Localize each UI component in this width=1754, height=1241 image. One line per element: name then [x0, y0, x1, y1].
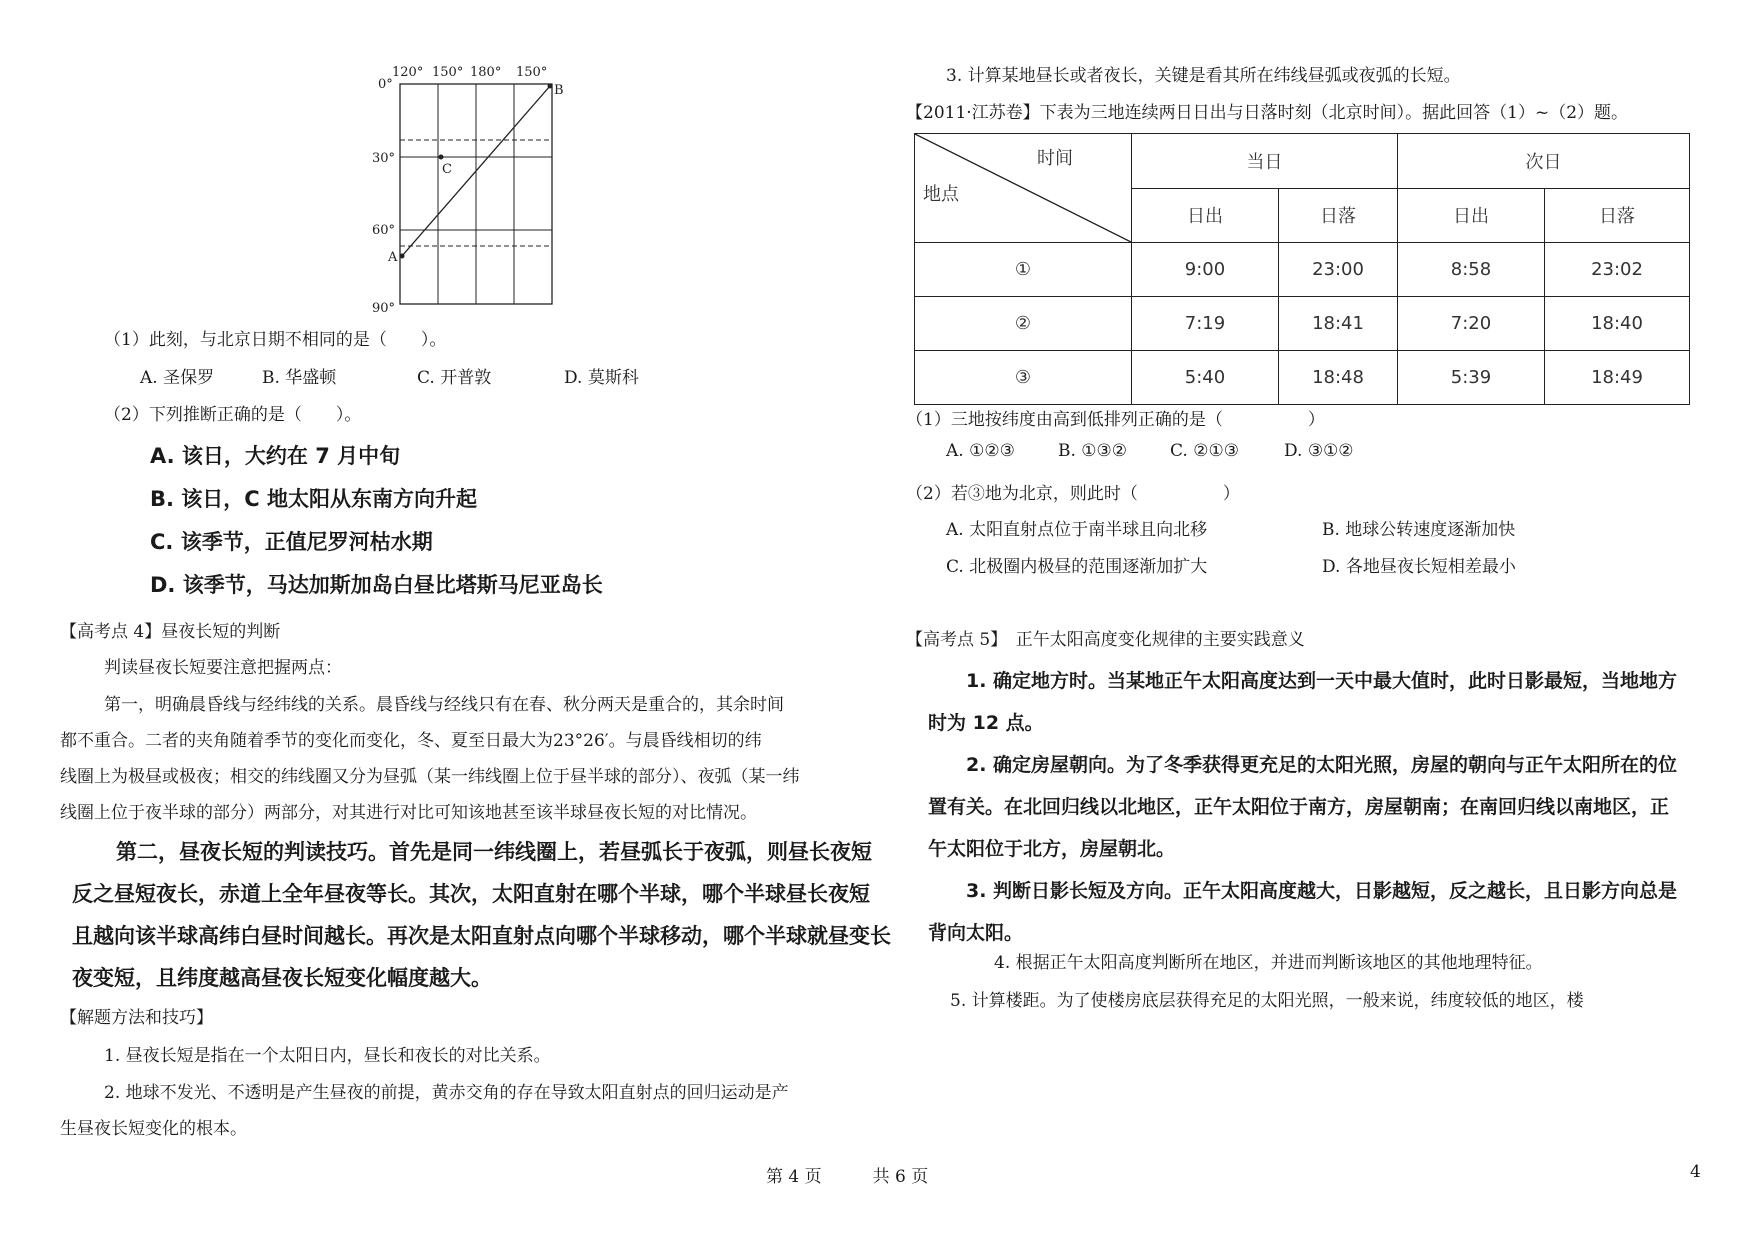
- kp5-item4: 4. 根据正午太阳高度判断所在地区，并进而判断该地区的其他地理特征。: [994, 953, 1543, 973]
- time-cell: 18:48: [1279, 351, 1398, 405]
- lat-label-0: 0°: [378, 77, 393, 92]
- right-question-2-stem: （2）若③地为北京，则此时（ ）: [906, 484, 1240, 504]
- kp4-para1-line3: 线圈上为极昼或极夜；相交的纬线圈又分为昼弧（某一纬线圈上位于昼半球的部分）、夜弧（某一纬: [60, 767, 800, 787]
- kp4-para2-line2: 反之昼短夜长，赤道上全年昼夜等长。其次，太阳直射在哪个半球，哪个半球昼长夜短: [72, 882, 870, 906]
- kp4-para1-line4: 线圈上位于夜半球的部分）两部分，对其进行对比可知该地甚至该半球昼夜长短的对比情况。: [60, 803, 757, 823]
- point-c-dot: [439, 155, 444, 160]
- q2-option-b: B. 该日，C 地太阳从东南方向升起: [150, 487, 478, 511]
- rq2-option-a: A. 太阳直射点位于南半球且向北移: [946, 520, 1208, 540]
- table-row: [915, 351, 1690, 405]
- rq2-option-c: C. 北极圈内极昼的范围逐渐加扩大: [946, 557, 1208, 577]
- kp4-intro: 判读昼夜长短要注意把握两点：: [104, 658, 342, 678]
- kp4-para2-line1: 第二，昼夜长短的判读技巧。首先是同一纬线圈上，若昼弧长于夜弧，则昼长夜短: [116, 840, 872, 864]
- rq2-option-b: B. 地球公转速度逐渐加快: [1322, 520, 1516, 540]
- place-cell: ③: [915, 351, 1132, 405]
- lon-label-150: 150°: [432, 66, 464, 80]
- time-cell: 7:19: [1132, 297, 1279, 351]
- kp5-item5: 5. 计算楼距。为了使楼房底层获得充足的太阳光照，一般来说，纬度较低的地区，楼: [950, 991, 1584, 1011]
- kp5-line1: 1. 确定地方时。当某地正午太阳高度达到一天中最大值时，此时日影最短，当地地方: [966, 670, 1678, 692]
- time-cell: 8:58: [1398, 243, 1545, 297]
- kp5-line7: 背向太阳。: [928, 922, 1024, 944]
- kp5-line3: 2. 确定房屋朝向。为了冬季获得更充足的太阳光照，房屋的朝向与正午太阳所在的位: [966, 754, 1678, 776]
- point-b-dot: [548, 84, 553, 89]
- time-cell: 9:00: [1132, 243, 1279, 297]
- subheader-sunset-today: 日落: [1279, 188, 1398, 243]
- time-cell: 5:40: [1132, 351, 1279, 405]
- kp5-line2: 时为 12 点。: [928, 712, 1044, 734]
- time-cell: 5:39: [1398, 351, 1545, 405]
- time-cell: 18:41: [1279, 297, 1398, 351]
- methods-heading: 【解题方法和技巧】: [60, 1008, 213, 1028]
- kp4-para2-line4: 夜变短，且纬度越高昼夜长短变化幅度越大。: [72, 966, 492, 990]
- q1-option-b: B. 华盛顿: [262, 368, 337, 388]
- table-row: [915, 243, 1690, 297]
- time-cell: 18:40: [1545, 297, 1690, 351]
- kp5-line5: 午太阳位于北方，房屋朝北。: [928, 838, 1176, 860]
- time-cell: 18:49: [1545, 351, 1690, 405]
- point-c-label: C: [442, 162, 452, 177]
- kp4-para1-line1: 第一，明确晨昏线与经纬线的关系。晨昏线与经线只有在春、秋分两天是重合的，其余时间: [104, 695, 784, 715]
- time-cell: 23:00: [1279, 243, 1398, 297]
- methods-line1: 1. 昼夜长短是指在一个太阳日内，昼长和夜长的对比关系。: [104, 1046, 551, 1066]
- subheader-sunrise-next: 日出: [1398, 188, 1545, 243]
- point-b-label: B: [554, 83, 564, 98]
- kp5-heading: 【高考点 5】 正午太阳高度变化规律的主要实践意义: [906, 630, 1305, 650]
- time-cell: 23:02: [1545, 243, 1690, 297]
- kp4-heading: 【高考点 4】昼夜长短的判断: [60, 622, 281, 642]
- subheader-sunrise-today: 日出: [1132, 188, 1279, 243]
- subheader-sunset-next: 日落: [1545, 188, 1690, 243]
- point-a-label: A: [388, 250, 398, 265]
- place-cell: ①: [915, 243, 1132, 297]
- rq2-option-d: D. 各地昼夜长短相差最小: [1322, 557, 1516, 577]
- methods-line2: 2. 地球不发光、不透明是产生昼夜的前提，黄赤交角的存在导致太阳直射点的回归运动是产: [104, 1083, 789, 1103]
- rq1-option-c: C. ②①③: [1170, 441, 1239, 461]
- question-1-stem: （1）此刻，与北京日期不相同的是（ ）。: [104, 330, 447, 350]
- question-2-stem: （2）下列推断正确的是（ ）。: [104, 405, 362, 425]
- place-cell: ②: [915, 297, 1132, 351]
- corner-time-label: 时间: [1037, 148, 1073, 169]
- q2-option-a: A. 该日，大约在 7 月中旬: [150, 444, 401, 468]
- methods-line3: 生昼夜长短变化的根本。: [60, 1119, 247, 1139]
- kp4-para2-line3: 且越向该半球高纬白昼时间越长。再次是太阳直射点向哪个半球移动，哪个半球就昼变长: [72, 924, 891, 948]
- q1-option-c: C. 开普敦: [417, 368, 492, 388]
- rq1-option-a: A. ①②③: [946, 441, 1015, 461]
- table-row: [915, 297, 1690, 351]
- time-cell: 7:20: [1398, 297, 1545, 351]
- lon-label-180: 180°: [470, 66, 502, 80]
- q2-option-c: C. 该季节，正值尼罗河枯水期: [150, 530, 433, 554]
- lat-label-60: 60°: [372, 223, 396, 238]
- group-header-next-day: 次日: [1398, 134, 1690, 189]
- q1-option-a: A. 圣保罗: [140, 368, 215, 388]
- page-footer: 第 4 页 共 6 页: [766, 1167, 929, 1187]
- page-number: 4: [1690, 1162, 1701, 1182]
- group-header-today: 当日: [1132, 134, 1398, 189]
- rq1-option-d: D. ③①②: [1284, 441, 1354, 461]
- sunrise-sunset-table: [914, 133, 1690, 405]
- q1-option-d: D. 莫斯科: [564, 368, 639, 388]
- table-corner-cell: [915, 134, 1132, 243]
- lat-label-90: 90°: [372, 301, 396, 312]
- item-3-text: 3. 计算某地昼长或者夜长，关键是看其所在纬线昼弧或夜弧的长短。: [946, 66, 1461, 86]
- rq1-option-b: B. ①③②: [1058, 441, 1128, 461]
- kp4-para1-line2: 都不重合。二者的夹角随着季节的变化而变化，冬、夏至日最大为23°26′。与晨昏线相切的纬: [60, 731, 762, 751]
- lon-label-150-east: 150°: [516, 66, 548, 80]
- kp5-line4: 置有关。在北回归线以北地区，正午太阳位于南方，房屋朝南；在南回归线以南地区，正: [928, 796, 1670, 818]
- source-intro: 【2011·江苏卷】下表为三地连续两日日出与日落时刻（北京时间）。据此回答（1）~（2）题。: [906, 103, 1629, 123]
- latitude-longitude-diagram: [372, 66, 582, 312]
- lat-label-30: 30°: [372, 151, 396, 166]
- lon-label-120: 120°: [392, 66, 424, 80]
- point-a-dot: [400, 254, 405, 259]
- kp5-line6: 3. 判断日影长短及方向。正午太阳高度越大，日影越短，反之越长，且日影方向总是: [966, 880, 1678, 902]
- right-question-1-stem: （1）三地按纬度由高到低排列正确的是（ ）: [906, 410, 1325, 430]
- q2-option-d: D. 该季节，马达加斯加岛白昼比塔斯马尼亚岛长: [150, 573, 603, 597]
- corner-place-label: 地点: [923, 184, 959, 205]
